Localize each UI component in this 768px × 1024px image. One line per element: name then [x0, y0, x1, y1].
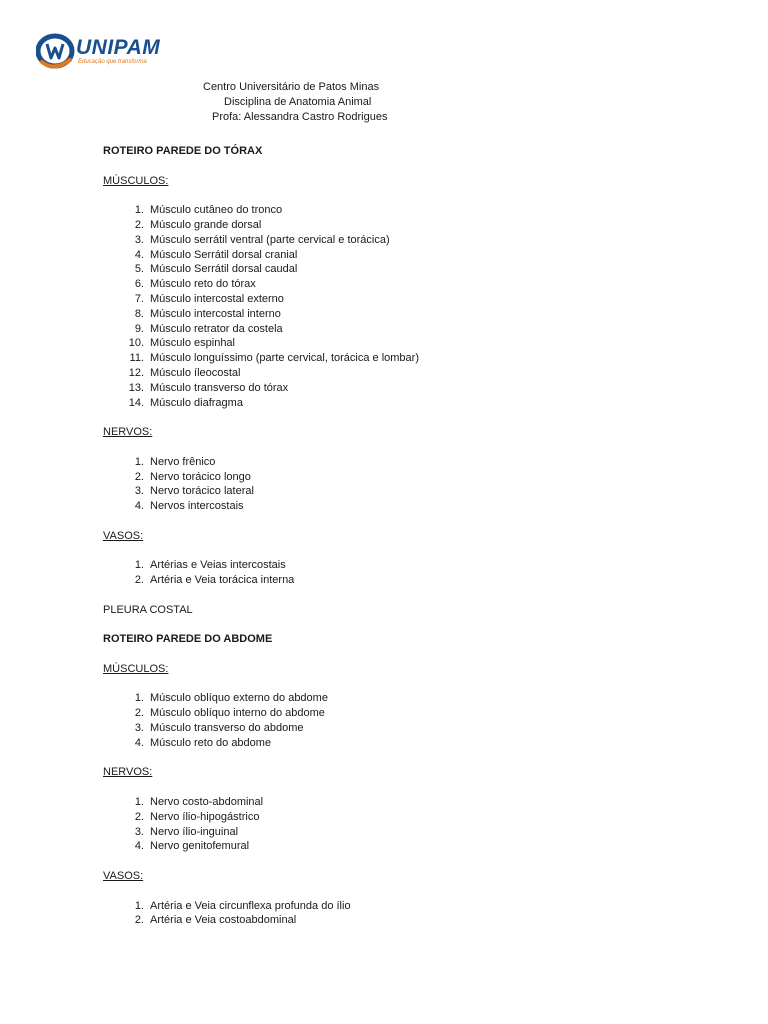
list-item [103, 292, 703, 307]
logo-tagline: Educação que transforma [78, 59, 147, 65]
list-item [103, 322, 703, 337]
list-item-text: Músculo longuíssimo (parte cervical, torácica e lombar) [150, 352, 419, 365]
list-item [103, 248, 703, 263]
list-item-number: 1. [134, 692, 144, 705]
list-item [103, 913, 703, 928]
abdome-nervos-heading: NERVOS: [103, 766, 153, 779]
logo-name: UNIPAM [76, 36, 161, 59]
list-item-text: Nervo ílio-inguinal [150, 825, 239, 838]
list-item-number: 1. [134, 899, 144, 912]
list-item-number: 5. [134, 263, 144, 276]
torax-musculos-heading: MÚSCULOS: [103, 174, 169, 187]
list-item [103, 336, 703, 351]
list-item-number: 7. [134, 292, 144, 305]
list-item-text: Nervo torácico longo [150, 470, 251, 483]
abdome-vasos-heading: VASOS: [103, 870, 144, 883]
list-item-text: Artéria e Veia torácica interna [150, 574, 295, 587]
torax-vasos-heading: VASOS: [103, 529, 144, 542]
list-item [103, 736, 703, 751]
list-item [103, 455, 703, 470]
list-item-number: 10. [128, 337, 144, 350]
list-item-number: 9. [134, 322, 144, 335]
list-item-number: 2. [134, 218, 144, 231]
document-body [103, 144, 703, 928]
list-item [103, 262, 703, 277]
list-item [103, 721, 703, 736]
list-item-text: Nervo torácico lateral [150, 485, 254, 498]
list-item-number: 1. [134, 559, 144, 572]
list-item-number: 4. [134, 736, 144, 749]
list-item-number: 3. [134, 233, 144, 246]
list-item-text: Músculo grande dorsal [150, 218, 262, 231]
list-item [103, 558, 703, 573]
list-item-text: Músculo oblíquo externo do abdome [150, 692, 328, 705]
list-item-number: 3. [134, 485, 144, 498]
list-item-number: 1. [134, 796, 144, 809]
list-item [103, 470, 703, 485]
professor-name: Profa: Alessandra Castro Rodrigues [212, 111, 388, 123]
course-name: Disciplina de Anatomia Animal [224, 96, 372, 108]
list-item-text: Nervo genitofemural [150, 840, 250, 853]
list-item [103, 899, 703, 914]
list-item [103, 381, 703, 396]
list-item [103, 839, 703, 854]
list-item [103, 351, 703, 366]
list-item-text: Artéria e Veia costoabdominal [150, 914, 297, 927]
abdome-vasos-list [103, 899, 703, 929]
list-item [103, 573, 703, 588]
list-item-text: Músculo Serrátil dorsal caudal [150, 263, 298, 276]
list-item-text: Artéria e Veia circunflexa profunda do ílio [150, 899, 351, 912]
unipam-logo-icon [36, 32, 76, 72]
list-item-text: Músculo retrator da costela [150, 322, 283, 335]
abdome-musculos-list [103, 691, 703, 750]
section-title-torax: ROTEIRO PAREDE DO TÓRAX [103, 145, 263, 157]
list-item [103, 484, 703, 499]
list-item-number: 12. [128, 366, 144, 379]
list-item-number: 13. [128, 381, 144, 394]
list-item-text: Nervo costo-abdominal [150, 796, 264, 809]
list-item [103, 233, 703, 248]
list-item-number: 8. [134, 307, 144, 320]
list-item [103, 706, 703, 721]
list-item-text: Músculo íleocostal [150, 366, 241, 379]
list-item-text: Músculo diafragma [150, 396, 243, 409]
list-item [103, 277, 703, 292]
list-item-text: Músculo cutâneo do tronco [150, 204, 283, 217]
list-item-text: Músculo reto do tórax [150, 278, 256, 291]
list-item-number: 2. [134, 810, 144, 823]
list-item-text: Nervo frênico [150, 455, 216, 468]
list-item-number: 2. [134, 914, 144, 927]
list-item [103, 691, 703, 706]
list-item-number: 3. [134, 825, 144, 838]
list-item [103, 825, 703, 840]
list-item-number: 2. [134, 470, 144, 483]
list-item-number: 2. [134, 574, 144, 587]
list-item-text: Músculo intercostal externo [150, 292, 284, 305]
abdome-musculos-heading: MÚSCULOS: [103, 662, 169, 675]
list-item [103, 396, 703, 411]
list-item-number: 6. [134, 278, 144, 291]
list-item-text: Músculo espinhal [150, 337, 235, 350]
list-item-number: 14. [128, 396, 144, 409]
list-item-text: Nervos intercostais [150, 500, 244, 513]
institution-name: Centro Universitário de Patos Minas [203, 81, 380, 93]
list-item-number: 4. [134, 500, 144, 513]
list-item-text: Músculo oblíquo interno do abdome [150, 707, 325, 720]
list-item [103, 307, 703, 322]
list-item-number: 1. [134, 204, 144, 217]
list-item-text: Músculo intercostal interno [150, 307, 281, 320]
list-item-text: Artérias e Veias intercostais [150, 559, 286, 572]
section-title-abdome: ROTEIRO PAREDE DO ABDOME [103, 633, 273, 646]
list-item-text: Nervo ílio-hipogástrico [150, 810, 260, 823]
list-item-text: Músculo transverso do tórax [150, 381, 289, 394]
list-item-text: Músculo reto do abdome [150, 736, 272, 749]
abdome-nervos-list [103, 795, 703, 854]
list-item [103, 810, 703, 825]
list-item [103, 366, 703, 381]
list-item-number: 2. [134, 707, 144, 720]
list-item-number: 4. [134, 248, 144, 261]
list-item-number: 4. [134, 840, 144, 853]
torax-nervos-heading: NERVOS: [103, 426, 153, 439]
pleura-costal: PLEURA COSTAL [103, 603, 193, 616]
list-item [103, 499, 703, 514]
list-item [103, 218, 703, 233]
list-item-text: Músculo Serrátil dorsal cranial [150, 248, 298, 261]
torax-vasos-list [103, 558, 703, 588]
list-item [103, 795, 703, 810]
list-item-number: 3. [134, 722, 144, 735]
list-item-text: Músculo serrátil ventral (parte cervical e torácica) [150, 233, 390, 246]
list-item-number: 1. [134, 455, 144, 468]
unipam-logo [36, 32, 166, 72]
list-item-text: Músculo transverso do abdome [150, 722, 304, 735]
torax-musculos-list [103, 203, 703, 410]
torax-nervos-list [103, 455, 703, 514]
list-item-number: 11. [129, 352, 144, 365]
list-item [103, 203, 703, 218]
